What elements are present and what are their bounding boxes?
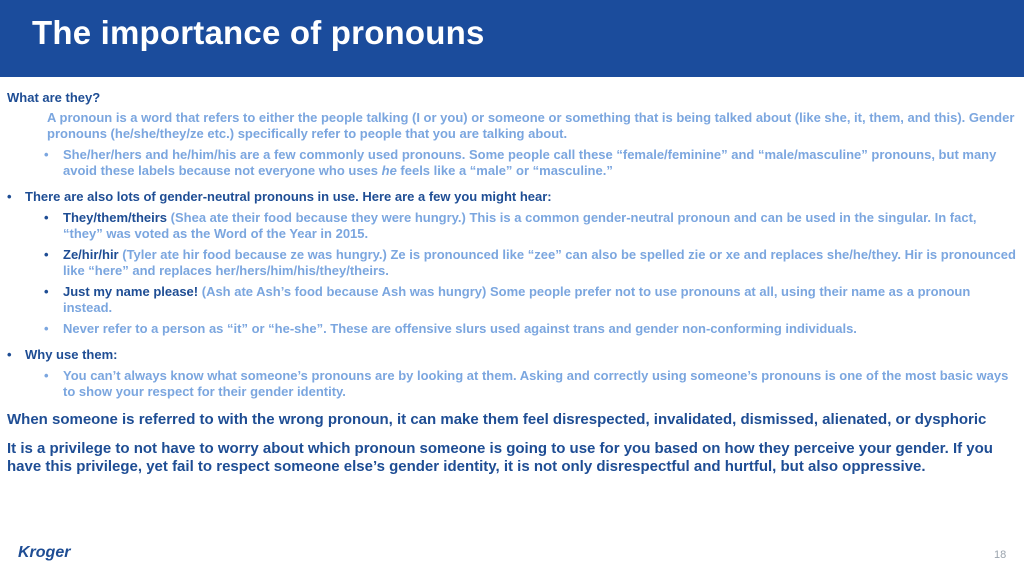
statement-wrong-pronoun: When someone is referred to with the wrong pronoun, it can make them feel disrespected, invalidated, dismissed, alienated, or dysphoric (7, 411, 987, 428)
warning-text: Never refer to a person as “it” or “he-she”. These are offensive slurs used against trans and gender non-conforming individuals. (63, 321, 857, 336)
common-pronouns-text-end: feels like a “male” or “masculine.” (396, 163, 613, 178)
list-item-they (7, 210, 1019, 242)
slide-title: The importance of pronouns (32, 14, 485, 51)
pronoun-description: (Ash ate Ash’s food because Ash was hungry) Some people prefer not to use pronouns at all, using their name as a pronoun instead. (63, 284, 971, 315)
pronoun-term: They/them/theirs (63, 210, 168, 225)
slide-body (7, 90, 1019, 476)
why-text: You can’t always know what someone’s pronouns are by looking at them. Asking and correctly using someone’s pronouns is one of the most basic ways to show your respect for their gender identity. (63, 368, 1009, 399)
list-item-warning (7, 321, 1019, 337)
pronoun-description: (Tyler ate hir food because ze was hungry.) Ze is pronounced like “zee” can also be spelled zie or xe and replaces she/he/they. Hir is pronounced like “here” and replaces her/hers/him/his/they/theirs. (63, 247, 1016, 278)
bullet-icon: • (44, 210, 49, 225)
bullet-icon: • (7, 347, 12, 362)
bullet-icon: • (44, 321, 49, 336)
neutral-heading: There are also lots of gender-neutral pronouns in use. Here are a few you might hear: (25, 189, 552, 204)
list-item-name (7, 284, 1019, 316)
list-item-common-pronouns (7, 147, 1019, 179)
bullet-icon: • (44, 247, 49, 262)
neutral-heading-item (7, 189, 1019, 205)
bullet-icon: • (44, 284, 49, 299)
pronoun-term: Just my name please! (63, 284, 199, 299)
pronoun-description: (Shea ate their food because they were hungry.) This is a common gender-neutral pronoun and can be used in the singular. In fact, “they” was voted as the Word of the Year in 2015. (63, 210, 977, 241)
bullet-icon: • (44, 147, 49, 162)
bullet-icon: • (7, 189, 12, 204)
list-item-why (7, 368, 1019, 400)
list-item-ze (7, 247, 1019, 279)
intro-paragraph: A pronoun is a word that refers to either the people talking (I or you) or someone or something that is being talked about (like she, it, them, and this). Gender pronouns (he/she/they/ze etc.) specifically refer to people that you are talking about. (47, 110, 1015, 141)
why-heading-item (7, 347, 1019, 363)
kroger-logo (18, 544, 71, 566)
pronoun-term: Ze/hir/hir (63, 247, 119, 262)
logo-wordmark: Kroger (18, 544, 71, 561)
common-pronouns-emphasis: he (381, 163, 397, 178)
why-heading: Why use them: (25, 347, 118, 362)
what-heading: What are they? (7, 90, 101, 105)
title-bar (0, 0, 1024, 77)
statement-privilege: It is a privilege to not have to worry about which pronoun someone is going to use for you based on how they perceive your gender. If you have this privilege, yet fail to respect someone else’s gender identity, it is not only disrespectful and hurtful, but also oppressive. (7, 440, 993, 475)
common-pronouns-text: She/her/hers and he/him/his are a few commonly used pronouns. Some people call these “female/feminine” and “male/masculine” pronouns, but many avoid these labels because not everyone who uses (63, 147, 997, 178)
bullet-icon: • (44, 368, 49, 383)
page-number: 18 (994, 549, 1007, 561)
